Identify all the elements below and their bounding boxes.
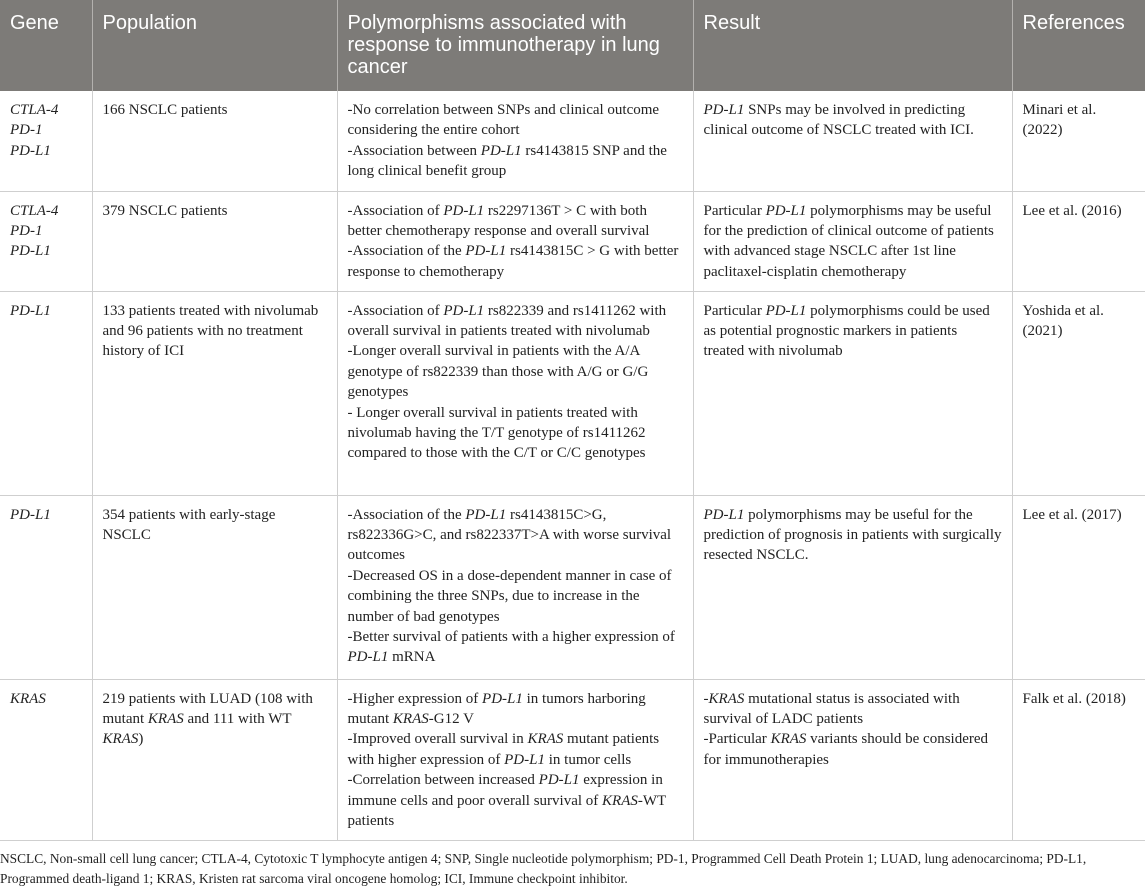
table-row [0, 191, 1145, 291]
gene-symbol: PD-L1 [443, 202, 485, 219]
polymorphisms-cell [337, 679, 693, 840]
gene-cell [0, 495, 92, 679]
gene-symbol: PD-L1 [703, 506, 745, 523]
finding: -Association of PD-L1 rs2297136T > C with both better chemotherapy response and overall survival [347, 202, 650, 239]
result-text: -KRAS mutational status is associated with survival of LADC patients [703, 690, 960, 727]
finding: -Association of PD-L1 rs822339 and rs1411262 with overall survival in patients treated with nivolumab [347, 302, 667, 339]
finding: -Association between PD-L1 rs4143815 SNP and the long clinical benefit group [347, 142, 667, 180]
gene-symbol: KRAS [392, 710, 429, 727]
reference-cell: Lee et al. (2016) [1012, 191, 1145, 291]
gene-symbol: KRAS [527, 731, 564, 748]
polymorphisms-cell [337, 91, 693, 191]
finding: -Longer overall survival in patients with the A/A genotype of rs822339 than those with A/G or G/G genotypes [347, 343, 649, 401]
gene-name: CTLA-4 [10, 202, 59, 219]
result-text: PD-L1 SNPs may be involved in predicting clinical outcome of NSCLC treated with ICI. [703, 102, 974, 139]
gene-symbol: PD-L1 [504, 751, 545, 768]
result-cell [693, 495, 1012, 679]
gene-symbol: PD-L1 [482, 690, 523, 707]
population-cell: 166 NSCLC patients [92, 91, 337, 191]
gene-name: PD-L1 [10, 243, 51, 260]
reference-cell: Yoshida et al. (2021) [1012, 291, 1145, 495]
finding: -Improved overall survival in KRAS mutant patients with higher expression of PD-L1 in tumor cells [347, 731, 660, 768]
result-text: -Particular KRAS variants should be considered for immunotherapies [703, 731, 989, 768]
finding: -Decreased OS in a dose-dependent manner in case of combining the three SNPs, due to increase in the number of bad genotypes [347, 567, 672, 625]
gene-symbol: PD-L1 [443, 302, 485, 319]
gene-symbol: KRAS [708, 690, 745, 707]
population-cell: 219 patients with LUAD (108 with mutant KRAS and 111 with WT KRAS) [92, 679, 337, 840]
finding: -Higher expression of PD-L1 in tumors harboring mutant KRAS-G12 V [347, 690, 646, 727]
table-row [0, 679, 1145, 840]
gene-symbol: KRAS [147, 710, 184, 727]
reference-cell: Falk et al. (2018) [1012, 679, 1145, 840]
gene-name: PD-L1 [10, 142, 51, 159]
result-text: Particular PD-L1 polymorphisms could be used as potential prognostic markers in patients treated with nivolumab [703, 302, 990, 360]
result-cell [693, 679, 1012, 840]
gene-name: PD-L1 [10, 506, 51, 523]
polymorphisms-cell [337, 495, 693, 679]
finding: -No correlation between SNPs and clinical outcome considering the entire cohort [347, 102, 660, 139]
result-text: Particular PD-L1 polymorphisms may be useful for the prediction of clinical outcome of patients with advanced stage NSCLC after 1st line paclitaxel-cisplatin chemotherapy [703, 202, 994, 280]
gene-name: PD-1 [10, 222, 43, 239]
finding: - Longer overall survival in patients treated with nivolumab having the T/T genotype of rs1411262 compared to those with the C/T or C/C genotypes [347, 404, 646, 462]
gene-name: PD-1 [10, 122, 43, 139]
gene-name: CTLA-4 [10, 102, 59, 118]
gene-symbol: PD-L1 [765, 202, 807, 219]
result-cell [693, 191, 1012, 291]
header-result: Result [693, 0, 1012, 91]
gene-cell [0, 191, 92, 291]
gene-symbol: PD-L1 [765, 302, 807, 319]
gene-name: KRAS [10, 690, 46, 707]
gene-symbol: PD-L1 [538, 772, 580, 789]
header-population: Population [92, 0, 337, 91]
finding: -Better survival of patients with a higher expression of PD-L1 mRNA [347, 628, 675, 666]
gene-cell [0, 91, 92, 191]
finding: -Association of the PD-L1 rs4143815C > G with better response to chemotherapy [347, 243, 679, 280]
finding: -Correlation between increased PD-L1 expression in immune cells and poor overall survival of KRAS-WT patients [347, 772, 666, 829]
table-footnote: NSCLC, Non-small cell lung cancer; CTLA-4, Cytotoxic T lymphocyte antigen 4; SNP, Single nucleotide polymorphism; PD-1, Programmed Cell Death Protein 1; LUAD, lung adenocarcinoma; PD-L1, Programmed death-ligand 1; KRAS, Kristen rat sarcoma viral oncogene homolog; ICI, Immune checkpoint inhibitor. [0, 851, 1087, 886]
population-cell: 354 patients with early-stage NSCLC [92, 495, 337, 679]
result-cell [693, 291, 1012, 495]
reference-cell: Minari et al. (2022) [1012, 91, 1145, 191]
population-cell: 133 patients treated with nivolumab and 96 patients with no treatment history of ICI [92, 291, 337, 495]
header-gene: Gene [0, 0, 92, 91]
table-row [0, 495, 1145, 679]
gene-symbol: PD-L1 [480, 142, 522, 159]
finding: -Association of the PD-L1 rs4143815C>G, rs822336G>C, and rs822337T>A with worse survival outcomes [347, 506, 672, 564]
gene-symbol: KRAS [770, 731, 807, 748]
gene-cell [0, 679, 92, 840]
gene-symbol: PD-L1 [465, 243, 507, 260]
header-polymorphisms: Polymorphisms associated with response to immunotherapy in lung cancer [337, 0, 693, 91]
gene-symbol: KRAS [602, 792, 638, 809]
gene-symbol: KRAS [102, 731, 139, 748]
header-references: References [1012, 0, 1145, 91]
table-row [0, 91, 1145, 191]
polymorphisms-cell [337, 291, 693, 495]
gene-cell [0, 291, 92, 495]
table-row [0, 291, 1145, 495]
result-text: PD-L1 polymorphisms may be useful for the prediction of prognosis in patients with surgically resected NSCLC. [703, 506, 1002, 564]
gene-symbol: PD-L1 [703, 102, 745, 118]
gene-symbol: PD-L1 [465, 506, 507, 523]
header-row [0, 0, 1145, 91]
gene-symbol: PD-L1 [347, 649, 389, 666]
reference-cell: Lee et al. (2017) [1012, 495, 1145, 679]
gene-name: PD-L1 [10, 302, 51, 319]
polymorphisms-cell [337, 191, 693, 291]
result-cell [693, 91, 1012, 191]
population-cell: 379 NSCLC patients [92, 191, 337, 291]
